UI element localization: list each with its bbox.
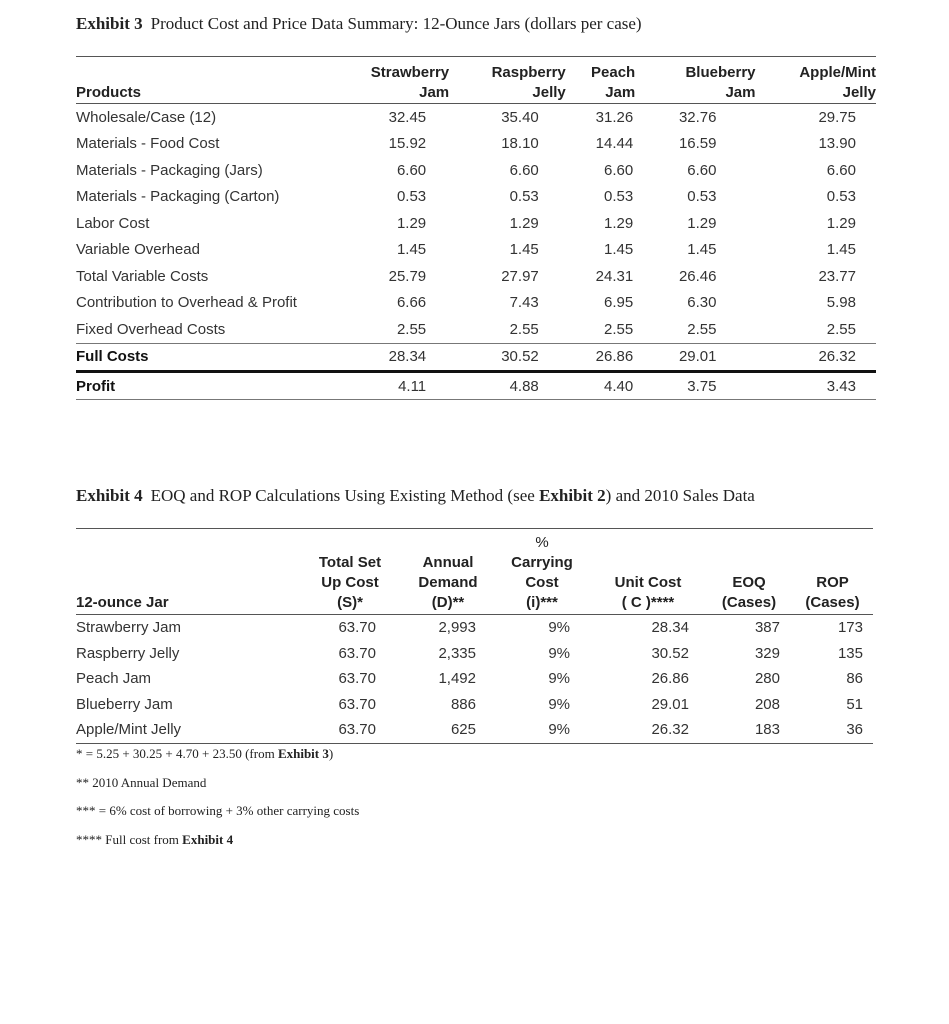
cell-value: 30.52 (651, 644, 689, 662)
table-row (76, 210, 876, 237)
row-label: Wholesale/Case (12) (76, 108, 217, 126)
table-row (76, 290, 876, 317)
exhibit4-title-part2: ) and 2010 Sales Data (605, 486, 755, 505)
cell-value: 63.70 (338, 695, 376, 713)
exhibit4-title-ref: Exhibit 2 (539, 486, 606, 505)
cell-value: 14.44 (595, 135, 634, 153)
cell-value: 280 (754, 670, 780, 688)
cell-value: 1.29 (826, 214, 856, 232)
row-label: Peach Jam (76, 670, 152, 688)
exhibit4-title-part1: EOQ and ROP Calculations Using Existing Method (see (150, 486, 535, 505)
cell-value: 29.01 (651, 695, 689, 713)
exhibit4-title (76, 486, 755, 506)
cell-value: 4.88 (449, 372, 566, 400)
cell-value: 2.55 (826, 320, 856, 338)
product-cost-table (76, 56, 876, 400)
cell-value: 0.53 (604, 188, 634, 206)
row-label: Apple/Mint Jelly (76, 721, 182, 739)
table-row (76, 666, 873, 692)
cell-value: 329 (754, 644, 780, 662)
cell-value: 0.53 (509, 188, 539, 206)
header-blueberry-jam: Blueberry Jam (685, 64, 756, 101)
table-row (76, 343, 876, 372)
cell-value: 183 (754, 721, 780, 739)
cell-value: 0.53 (826, 188, 856, 206)
cell-value: 2.55 (687, 320, 717, 338)
cell-value: 2,335 (438, 644, 476, 662)
cell-value: 36 (846, 721, 863, 739)
column-header: Total Set Up Cost (S)* (318, 554, 382, 611)
cell-value: 29.75 (818, 108, 856, 126)
row-label: Variable Overhead (76, 241, 200, 259)
cell-value: 173 (837, 619, 863, 637)
cell-value: 25.79 (388, 267, 427, 285)
header-jar: 12-ounce Jar (76, 594, 169, 611)
cell-value: 6.66 (396, 294, 427, 312)
eoq-rop-table (76, 528, 873, 744)
column-header: Unit Cost ( C )**** (614, 574, 682, 611)
cell-value: 1.29 (509, 214, 539, 232)
cell-value: 9% (548, 644, 570, 662)
cell-value: 24.31 (595, 267, 634, 285)
cell-value: 26.32 (651, 721, 689, 739)
cell-value: 28.34 (651, 619, 689, 637)
cell-value: 26.86 (566, 343, 635, 372)
table-header-row (76, 57, 876, 104)
cell-value: 6.60 (604, 161, 634, 179)
footnote-annual-demand: ** 2010 Annual Demand (76, 775, 207, 790)
cell-value: 9% (548, 721, 570, 739)
cell-value: 27.97 (501, 267, 539, 285)
cell-value: 2.55 (509, 320, 539, 338)
row-label: Blueberry Jam (76, 695, 173, 713)
row-label: Labor Cost (76, 214, 150, 232)
row-label: Profit (76, 372, 326, 400)
cell-value: 1.29 (604, 214, 634, 232)
header-apple-mint-jelly: Apple/Mint Jelly (799, 64, 876, 101)
cell-value: 63.70 (338, 721, 376, 739)
cell-value: 23.77 (818, 267, 856, 285)
cell-value: 35.40 (501, 108, 539, 126)
row-label: Materials - Packaging (Carton) (76, 188, 280, 206)
table-row (76, 717, 873, 743)
cell-value: 6.60 (396, 161, 427, 179)
table-row (76, 692, 873, 718)
footnote-carrying-cost: *** = 6% cost of borrowing + 3% other carrying costs (76, 803, 360, 818)
column-header: ROP (Cases) (805, 574, 860, 611)
row-label: Full Costs (76, 343, 326, 372)
cell-value: 6.60 (687, 161, 717, 179)
cell-value: 28.34 (326, 343, 449, 372)
header-strawberry-jam: Strawberry Jam (370, 64, 450, 101)
cell-value: 18.10 (501, 135, 539, 153)
table-row (76, 316, 876, 343)
exhibit3-label: Exhibit 3 (76, 14, 143, 33)
header-peach-jam: Peach Jam (591, 64, 636, 101)
cell-value: 1.45 (687, 241, 717, 259)
cell-value: 2.55 (604, 320, 634, 338)
exhibit3-title (76, 14, 642, 34)
cell-value: 0.53 (396, 188, 427, 206)
cell-value: 9% (548, 695, 570, 713)
exhibit3-title-text: Product Cost and Price Data Summary: 12-Ounce Jars (dollars per case) (150, 14, 642, 33)
column-header: % Carrying Cost (i)*** (511, 534, 573, 611)
cell-value: 208 (754, 695, 780, 713)
cell-value: 2.55 (396, 320, 427, 338)
cell-value: 886 (450, 695, 476, 713)
cell-value: 4.40 (566, 372, 635, 400)
cell-value: 16.59 (678, 135, 717, 153)
cell-value: 2,993 (438, 619, 476, 637)
cell-value: 63.70 (338, 670, 376, 688)
row-label: Raspberry Jelly (76, 644, 180, 662)
cell-value: 6.60 (509, 161, 539, 179)
cell-value: 32.76 (678, 108, 717, 126)
cell-value: 1.45 (509, 241, 539, 259)
cell-value: 30.52 (449, 343, 566, 372)
table-row (76, 184, 876, 211)
column-header: Annual Demand (D)** (418, 554, 478, 611)
cell-value: 1.29 (687, 214, 717, 232)
table-row (76, 157, 876, 184)
cell-value: 26.32 (756, 343, 877, 372)
cell-value: 3.43 (756, 372, 877, 400)
column-header: EOQ (Cases) (721, 574, 777, 611)
footnote-setup-cost: * = 5.25 + 30.25 + 4.70 + 23.50 (from Exhibit 3) (76, 746, 334, 761)
table-row (76, 641, 873, 667)
table-row (76, 615, 873, 641)
cell-value: 387 (754, 619, 780, 637)
header-raspberry-jelly: Raspberry Jelly (491, 64, 566, 101)
table-row (76, 104, 876, 131)
cell-value: 9% (548, 619, 570, 637)
cell-value: 51 (846, 695, 863, 713)
cell-value: 1.45 (604, 241, 634, 259)
cell-value: 625 (450, 721, 476, 739)
row-label: Materials - Food Cost (76, 135, 220, 153)
cell-value: 1.29 (396, 214, 427, 232)
row-label: Materials - Packaging (Jars) (76, 161, 263, 179)
cell-value: 31.26 (595, 108, 634, 126)
cell-value: 32.45 (388, 108, 427, 126)
cell-value: 0.53 (687, 188, 717, 206)
cell-value: 3.75 (635, 372, 755, 400)
header-products: Products (76, 84, 142, 101)
cell-value: 4.11 (326, 372, 449, 400)
cell-value: 63.70 (338, 619, 376, 637)
cell-value: 26.46 (678, 267, 717, 285)
cell-value: 1.45 (396, 241, 427, 259)
exhibit4-label: Exhibit 4 (76, 486, 143, 505)
row-label: Fixed Overhead Costs (76, 320, 226, 338)
cell-value: 26.86 (651, 670, 689, 688)
cell-value: 1.45 (826, 241, 856, 259)
table-row (76, 263, 876, 290)
table-row (76, 131, 876, 158)
cell-value: 9% (548, 670, 570, 688)
cell-value: 5.98 (826, 294, 856, 312)
row-label: Total Variable Costs (76, 267, 209, 285)
table-row (76, 372, 876, 400)
cell-value: 6.95 (604, 294, 634, 312)
table-header-row (76, 529, 873, 615)
cell-value: 63.70 (338, 644, 376, 662)
table-row (76, 237, 876, 264)
cell-value: 7.43 (509, 294, 539, 312)
cell-value: 1,492 (438, 670, 476, 688)
cell-value: 6.30 (687, 294, 717, 312)
cell-value: 135 (837, 644, 863, 662)
cell-value: 86 (846, 670, 863, 688)
row-label: Strawberry Jam (76, 619, 182, 637)
cell-value: 15.92 (388, 135, 427, 153)
row-label: Contribution to Overhead & Profit (76, 294, 297, 312)
cell-value: 29.01 (635, 343, 755, 372)
footnote-unit-cost: **** Full cost from Exhibit 4 (76, 832, 234, 847)
cell-value: 13.90 (818, 135, 856, 153)
cell-value: 6.60 (826, 161, 856, 179)
